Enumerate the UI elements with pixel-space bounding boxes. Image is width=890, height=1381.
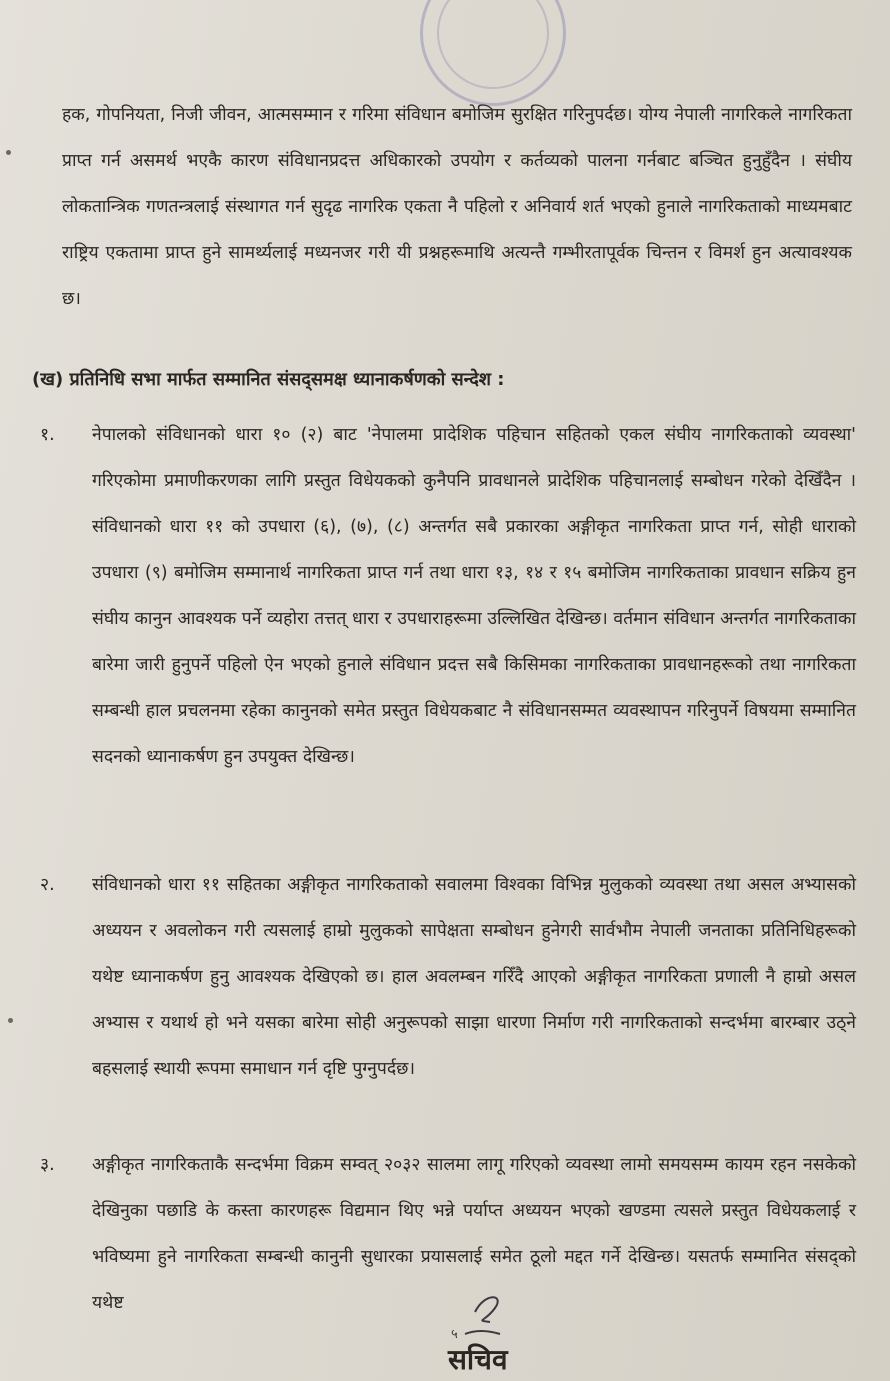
item-number: १. xyxy=(40,425,55,445)
list-item xyxy=(36,412,856,780)
item-text: अङ्गीकृत नागरिकताकै सन्दर्भमा विक्रम सम्वत् २०३२ सालमा लागू गरिएको व्यवस्था लामो समयसम्म कायम रहन नसकेको देखिनुका पछाडि के कस्ता कारणहरू विद्यमान थिए भन्ने पर्याप्त अध्ययन भएको खण्डमा त्यसले प्रस्तुत विधेयकलाई र भविष्यमा हुने नागरिकता सम्बन्धी कानुनी सुधारका प्रयासलाई समेत ठूलो मद्दत गर्ने देखिन्छ। यसतर्फ सम्मानित संसद्को यथेष्ट xyxy=(92,1155,856,1313)
section-heading: (ख) प्रतिनिधि सभा मार्फत सम्मानित संसद्समक्ष ध्यानाकर्षणको सन्देश : xyxy=(32,369,505,390)
intro-paragraph: हक, गोपनियता, निजी जीवन, आत्मसम्मान र गरिमा संविधान बमोजिम सुरक्षित गरिनुपर्दछ। योग्य नेपाली नागरिकले नागरिकता प्राप्त गर्न असमर्थ भएकै कारण संविधानप्रदत्त अधिकारको उपयोग र कर्तव्यको पालना गर्नबाट बञ्चित हुनुहुँदैन । संघीय लोकतान्त्रिक गणतन्त्रलाई संस्थागत गर्न सुदृढ नागरिक एकता नै पहिलो र अनिवार्य शर्त भएको हुनाले नागरिकताको माध्यमबाट राष्ट्रिय एकतामा प्राप्त हुने सामर्थ्यलाई मध्यनजर गरी यी प्रश्नहरूमाथि अत्यन्तै गम्भीरतापूर्वक चिन्तन र विमर्श हुन अत्यावश्यक छ। xyxy=(62,105,852,309)
official-stamp xyxy=(420,0,566,106)
signatory-title: सचिव xyxy=(448,1343,508,1376)
page-number: ५ xyxy=(451,1327,458,1340)
item-text: नेपालको संविधानको धारा १० (२) बाट 'नेपालमा प्रादेशिक पहिचान सहितको एकल संघीय नागरिकताको व्यवस्था' गरिएकोमा प्रमाणीकरणका लागि प्रस्तुत विधेयकको कुनैपनि प्रावधानले प्रादेशिक पहिचानलाई सम्बोधन गरेको देखिँदैन । संविधानको धारा ११ को उपधारा (६), (७), (८) अन्तर्गत सबै प्रकारका अङ्गीकृत नागरिकता प्राप्त गर्न, सोही धाराको उपधारा (९) बमोजिम सम्मानार्थ नागरिकता प्राप्त गर्न तथा धारा १३, १४ र १५ बमोजिम नागरिकताका प्रावधान सक्रिय हुन संघीय कानुन आवश्यक पर्ने व्यहोरा तत्तत् धारा र उपधाराहरूमा उल्लिखित देखिन्छ। वर्तमान संविधान अन्तर्गत नागरिकताका बारेमा जारी हुनुपर्ने पहिलो ऐन भएको हुनाले संविधान प्रदत्त सबै किसिमका नागरिकताका प्रावधानहरूको तथा नागरिकता सम्बन्धी हाल प्रचलनमा रहेका कानुनको समेत प्रस्तुत विधेयकबाट नै संविधानसम्मत व्यवस्थापन गरिनुपर्ने विषयमा सम्मानित सदनको ध्यानाकर्षण हुन उपयुक्त देखिन्छ। xyxy=(92,425,856,767)
item-text: संविधानको धारा ११ सहितका अङ्गीकृत नागरिकताको सवालमा विश्वका विभिन्न मुलुकको व्यवस्था तथा असल अभ्यासको अध्ययन र अवलोकन गरी त्यसलाई हाम्रो मुलुकको सापेक्षता सम्बोधन हुनेगरी सार्वभौम नेपाली जनताका प्रतिनिधिहरूको यथेष्ट ध्यानाकर्षण हुनु आवश्यक देखिएको छ। हाल अवलम्बन गरिँदै आएको अङ्गीकृत नागरिकता प्रणाली नै हाम्रो असल अभ्यास र यथार्थ हो भने यसका बारेमा सोही अनुरूपको साझा धारणा निर्माण गरी नागरिकताको सन्दर्भमा बारम्बार उठ्ने बहसलाई स्थायी रूपमा समाधान गर्न दृष्टि पुग्नुपर्दछ। xyxy=(92,875,856,1079)
item-number: २. xyxy=(40,875,55,895)
item-number: ३. xyxy=(40,1155,55,1175)
handwritten-signature xyxy=(445,1290,565,1340)
speck xyxy=(8,1018,13,1023)
speck xyxy=(6,150,11,155)
list-item xyxy=(36,862,856,1092)
